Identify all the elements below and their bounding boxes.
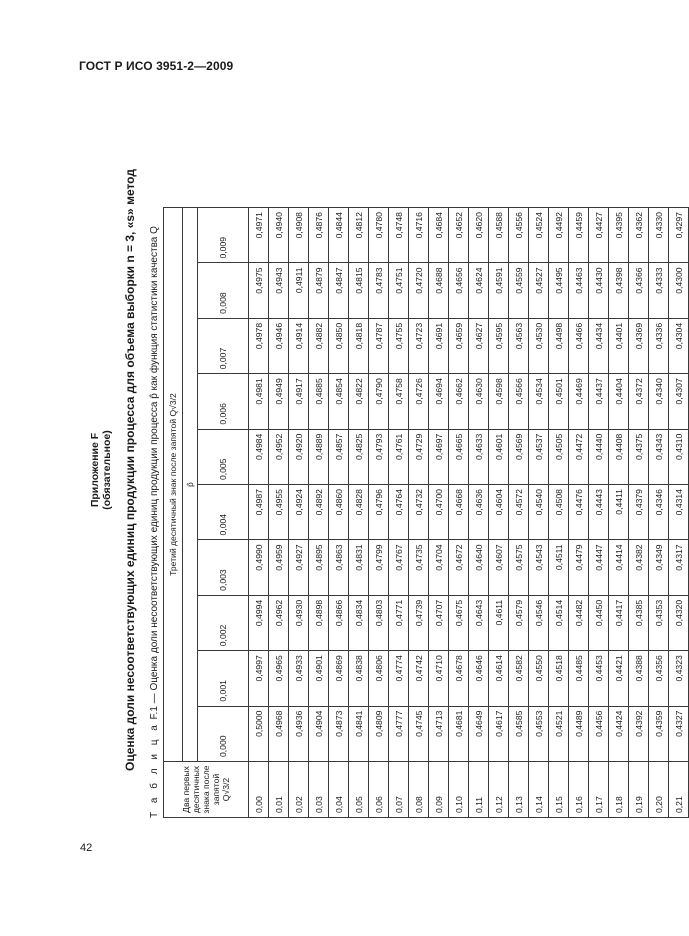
table-row bbox=[609, 208, 629, 818]
table-cell: 0,4742 bbox=[409, 651, 429, 706]
table-cell: 0,4340 bbox=[649, 374, 669, 429]
table-cell: 0,4822 bbox=[349, 374, 369, 429]
table-cell: 0,4688 bbox=[429, 263, 449, 318]
table-cell: 0,4847 bbox=[329, 263, 349, 318]
table-cell: 0,4591 bbox=[489, 263, 509, 318]
table-cell: 0,4668 bbox=[449, 485, 469, 540]
table-cell: 0,4971 bbox=[249, 208, 269, 263]
column-header: 0,005 bbox=[198, 429, 249, 484]
table-cell: 0,4879 bbox=[309, 263, 329, 318]
table-cell: 0,4876 bbox=[309, 208, 329, 263]
column-header: 0,007 bbox=[198, 318, 249, 373]
table-cell: 0,4463 bbox=[569, 263, 589, 318]
table-cell: 0,4530 bbox=[529, 318, 549, 373]
table-cell: 0,4546 bbox=[529, 595, 549, 650]
appendix-title: Приложение F bbox=[89, 432, 101, 508]
table-cell: 0,4745 bbox=[409, 706, 429, 761]
row-label: 0,02 bbox=[289, 762, 309, 818]
table-cell: 0,4812 bbox=[349, 208, 369, 263]
table-cell: 0,4624 bbox=[469, 263, 489, 318]
table-cell: 0,4459 bbox=[569, 208, 589, 263]
table-cell: 0,4617 bbox=[489, 706, 509, 761]
table-cell: 0,4793 bbox=[369, 429, 389, 484]
table-cell: 0,4694 bbox=[429, 374, 449, 429]
table-cell: 0,4456 bbox=[589, 706, 609, 761]
table-cell: 0,4771 bbox=[389, 595, 409, 650]
table-cell: 0,4889 bbox=[309, 429, 329, 484]
table-cell: 0,4304 bbox=[669, 318, 689, 373]
row-label: 0,11 bbox=[469, 762, 489, 818]
row-label: 0,10 bbox=[449, 762, 469, 818]
table-cell: 0,4774 bbox=[389, 651, 409, 706]
table-cell: 0,4595 bbox=[489, 318, 509, 373]
table-row bbox=[369, 208, 389, 818]
table-cell: 0,4417 bbox=[609, 595, 629, 650]
table-row bbox=[629, 208, 649, 818]
table-cell: 0,4952 bbox=[269, 429, 289, 484]
table-cell: 0,4946 bbox=[269, 318, 289, 373]
appendix-heading bbox=[89, 120, 113, 820]
table-cell: 0,4997 bbox=[249, 651, 269, 706]
table-cell: 0,4697 bbox=[429, 429, 449, 484]
table-cell: 0,4505 bbox=[549, 429, 569, 484]
table-cell: 0,4575 bbox=[509, 540, 529, 595]
table-cell: 0,5000 bbox=[249, 706, 269, 761]
table-cell: 0,4834 bbox=[349, 595, 369, 650]
row-label: 0,15 bbox=[549, 762, 569, 818]
table-cell: 0,4920 bbox=[289, 429, 309, 484]
row-label: 0,18 bbox=[609, 762, 629, 818]
table-cell: 0,4427 bbox=[589, 208, 609, 263]
table-cell: 0,4994 bbox=[249, 595, 269, 650]
table-cell: 0,4767 bbox=[389, 540, 409, 595]
table-cell: 0,4707 bbox=[429, 595, 449, 650]
table-cell: 0,4310 bbox=[669, 429, 689, 484]
table-cell: 0,4838 bbox=[349, 651, 369, 706]
table-cell: 0,4408 bbox=[609, 429, 629, 484]
table-cell: 0,4930 bbox=[289, 595, 309, 650]
table-cell: 0,4761 bbox=[389, 429, 409, 484]
row-label: 0,07 bbox=[389, 762, 409, 818]
table-cell: 0,4492 bbox=[549, 208, 569, 263]
row-label: 0,19 bbox=[629, 762, 649, 818]
table-cell: 0,4450 bbox=[589, 595, 609, 650]
table-caption bbox=[149, 226, 160, 818]
table-cell: 0,4656 bbox=[449, 263, 469, 318]
table-cell: 0,4857 bbox=[329, 429, 349, 484]
table-cell: 0,4414 bbox=[609, 540, 629, 595]
table-cell: 0,4732 bbox=[409, 485, 429, 540]
table-cell: 0,4559 bbox=[509, 263, 529, 318]
table-cell: 0,4720 bbox=[409, 263, 429, 318]
table-cell: 0,4990 bbox=[249, 540, 269, 595]
table-cell: 0,4675 bbox=[449, 595, 469, 650]
section-title: Оценка доли несоответствующих единиц продукции процесса для объема выборки n = 3, «s» метод bbox=[123, 169, 137, 771]
table-cell: 0,4981 bbox=[249, 374, 269, 429]
table-cell: 0,4828 bbox=[349, 485, 369, 540]
table-cell: 0,4534 bbox=[529, 374, 549, 429]
table-cell: 0,4755 bbox=[389, 318, 409, 373]
table-cell: 0,4700 bbox=[429, 485, 449, 540]
table-cell: 0,4424 bbox=[609, 706, 629, 761]
table-cell: 0,4320 bbox=[669, 595, 689, 650]
table-cell: 0,4841 bbox=[349, 706, 369, 761]
table-cell: 0,4346 bbox=[649, 485, 669, 540]
column-header: 0,000 bbox=[198, 706, 249, 761]
table-cell: 0,4665 bbox=[449, 429, 469, 484]
table-cell: 0,4327 bbox=[669, 706, 689, 761]
table-cell: 0,4825 bbox=[349, 429, 369, 484]
table-cell: 0,4330 bbox=[649, 208, 669, 263]
row-label: 0,17 bbox=[589, 762, 609, 818]
row-label: 0,08 bbox=[409, 762, 429, 818]
table-cell: 0,4652 bbox=[449, 208, 469, 263]
table-label: Т а б л и ц а bbox=[149, 722, 160, 818]
table-caption-text: F.1 — Оценка доли несоответствующих единиц продукции процесса p̂ как функция статистики качества Q bbox=[149, 226, 160, 720]
table-cell: 0,4476 bbox=[569, 485, 589, 540]
table-cell: 0,4323 bbox=[669, 651, 689, 706]
table-cell: 0,4780 bbox=[369, 208, 389, 263]
table-cell: 0,4892 bbox=[309, 485, 329, 540]
table-cell: 0,4421 bbox=[609, 651, 629, 706]
table-cell: 0,4735 bbox=[409, 540, 429, 595]
table-cell: 0,4739 bbox=[409, 595, 429, 650]
table-cell: 0,4933 bbox=[289, 651, 309, 706]
table-cell: 0,4453 bbox=[589, 651, 609, 706]
table-cell: 0,4395 bbox=[609, 208, 629, 263]
table-cell: 0,4501 bbox=[549, 374, 569, 429]
table-cell: 0,4307 bbox=[669, 374, 689, 429]
row-label: 0,14 bbox=[529, 762, 549, 818]
table-cell: 0,4607 bbox=[489, 540, 509, 595]
table-row bbox=[529, 208, 549, 818]
table-cell: 0,4524 bbox=[529, 208, 549, 263]
table-cell: 0,4704 bbox=[429, 540, 449, 595]
table-row bbox=[449, 208, 469, 818]
table-cell: 0,4362 bbox=[629, 208, 649, 263]
table-cell: 0,4943 bbox=[269, 263, 289, 318]
column-header: 0,003 bbox=[198, 540, 249, 595]
table-row bbox=[469, 208, 489, 818]
table-cell: 0,4908 bbox=[289, 208, 309, 263]
table-cell: 0,4369 bbox=[629, 318, 649, 373]
table-cell: 0,4469 bbox=[569, 374, 589, 429]
table-row bbox=[409, 208, 429, 818]
table-cell: 0,4758 bbox=[389, 374, 409, 429]
table-cell: 0,4710 bbox=[429, 651, 449, 706]
table-cell: 0,4514 bbox=[549, 595, 569, 650]
table-cell: 0,4440 bbox=[589, 429, 609, 484]
table-cell: 0,4401 bbox=[609, 318, 629, 373]
table-cell: 0,4959 bbox=[269, 540, 289, 595]
table-cell: 0,4646 bbox=[469, 651, 489, 706]
table-cell: 0,4333 bbox=[649, 263, 669, 318]
table-cell: 0,4723 bbox=[409, 318, 429, 373]
table-cell: 0,4398 bbox=[609, 263, 629, 318]
table-cell: 0,4748 bbox=[389, 208, 409, 263]
row-label: 0,20 bbox=[649, 762, 669, 818]
p-hat-label: p̂ bbox=[183, 208, 198, 762]
table-cell: 0,4297 bbox=[669, 208, 689, 263]
table-cell: 0,4863 bbox=[329, 540, 349, 595]
table-cell: 0,4640 bbox=[469, 540, 489, 595]
table-cell: 0,4751 bbox=[389, 263, 409, 318]
table-cell: 0,4850 bbox=[329, 318, 349, 373]
p-hat-table bbox=[163, 207, 689, 818]
table-cell: 0,4716 bbox=[409, 208, 429, 263]
table-cell: 0,4917 bbox=[289, 374, 309, 429]
table-cell: 0,4854 bbox=[329, 374, 349, 429]
table-cell: 0,4553 bbox=[529, 706, 549, 761]
table-cell: 0,4437 bbox=[589, 374, 609, 429]
table-cell: 0,4777 bbox=[389, 706, 409, 761]
table-cell: 0,4382 bbox=[629, 540, 649, 595]
table-cell: 0,4815 bbox=[349, 263, 369, 318]
table-cell: 0,4563 bbox=[509, 318, 529, 373]
table-cell: 0,4349 bbox=[649, 540, 669, 595]
table-cell: 0,4366 bbox=[629, 263, 649, 318]
table-row bbox=[269, 208, 289, 818]
table-cell: 0,4936 bbox=[289, 706, 309, 761]
table-cell: 0,4543 bbox=[529, 540, 549, 595]
table-row bbox=[669, 208, 689, 818]
row-label: 0,06 bbox=[369, 762, 389, 818]
table-cell: 0,4375 bbox=[629, 429, 649, 484]
table-cell: 0,4898 bbox=[309, 595, 329, 650]
table-cell: 0,4901 bbox=[309, 651, 329, 706]
table-cell: 0,4585 bbox=[509, 706, 529, 761]
table-cell: 0,4643 bbox=[469, 595, 489, 650]
table-cell: 0,4485 bbox=[569, 651, 589, 706]
table-cell: 0,4569 bbox=[509, 429, 529, 484]
table-cell: 0,4336 bbox=[649, 318, 669, 373]
table-cell: 0,4404 bbox=[609, 374, 629, 429]
table-cell: 0,4521 bbox=[549, 706, 569, 761]
page-number: 42 bbox=[80, 842, 93, 854]
table-cell: 0,4799 bbox=[369, 540, 389, 595]
table-cell: 0,4649 bbox=[469, 706, 489, 761]
table-cell: 0,4818 bbox=[349, 318, 369, 373]
column-header: 0,002 bbox=[198, 595, 249, 650]
table-cell: 0,4659 bbox=[449, 318, 469, 373]
table-cell: 0,4904 bbox=[309, 706, 329, 761]
rotated-page-content bbox=[73, 120, 684, 820]
row-label: 0,12 bbox=[489, 762, 509, 818]
table-cell: 0,4489 bbox=[569, 706, 589, 761]
table-row bbox=[589, 208, 609, 818]
table-cell: 0,4598 bbox=[489, 374, 509, 429]
table-cell: 0,4498 bbox=[549, 318, 569, 373]
table-row bbox=[329, 208, 349, 818]
table-cell: 0,4540 bbox=[529, 485, 549, 540]
table-cell: 0,4672 bbox=[449, 540, 469, 595]
column-header: 0,004 bbox=[198, 485, 249, 540]
table-cell: 0,4803 bbox=[369, 595, 389, 650]
table-cell: 0,4927 bbox=[289, 540, 309, 595]
row-label: 0,05 bbox=[349, 762, 369, 818]
table-row bbox=[549, 208, 569, 818]
appendix-subtitle: (обязательное) bbox=[101, 430, 113, 510]
table-cell: 0,4411 bbox=[609, 485, 629, 540]
row-label: 0,21 bbox=[669, 762, 689, 818]
table-cell: 0,4527 bbox=[529, 263, 549, 318]
table-cell: 0,4869 bbox=[329, 651, 349, 706]
table-cell: 0,4895 bbox=[309, 540, 329, 595]
table-cell: 0,4962 bbox=[269, 595, 289, 650]
table-cell: 0,4885 bbox=[309, 374, 329, 429]
table-cell: 0,4556 bbox=[509, 208, 529, 263]
table-cell: 0,4537 bbox=[529, 429, 549, 484]
table-cell: 0,4572 bbox=[509, 485, 529, 540]
row-label: 0,03 bbox=[309, 762, 329, 818]
row-label: 0,16 bbox=[569, 762, 589, 818]
table-cell: 0,4806 bbox=[369, 651, 389, 706]
table-cell: 0,4518 bbox=[549, 651, 569, 706]
table-cell: 0,4678 bbox=[449, 651, 469, 706]
column-header: 0,009 bbox=[198, 208, 249, 263]
table-cell: 0,4630 bbox=[469, 374, 489, 429]
table-cell: 0,4379 bbox=[629, 485, 649, 540]
table-cell: 0,4726 bbox=[409, 374, 429, 429]
table-cell: 0,4955 bbox=[269, 485, 289, 540]
table-cell: 0,4479 bbox=[569, 540, 589, 595]
table-cell: 0,4356 bbox=[649, 651, 669, 706]
table-cell: 0,4787 bbox=[369, 318, 389, 373]
table-cell: 0,4604 bbox=[489, 485, 509, 540]
table-cell: 0,4300 bbox=[669, 263, 689, 318]
table-cell: 0,4911 bbox=[289, 263, 309, 318]
table-cell: 0,4949 bbox=[269, 374, 289, 429]
table-cell: 0,4873 bbox=[329, 706, 349, 761]
table-cell: 0,4844 bbox=[329, 208, 349, 263]
table-row bbox=[489, 208, 509, 818]
table-cell: 0,4588 bbox=[489, 208, 509, 263]
table-cell: 0,4317 bbox=[669, 540, 689, 595]
table-cell: 0,4764 bbox=[389, 485, 409, 540]
table-row bbox=[309, 208, 329, 818]
table-cell: 0,4984 bbox=[249, 429, 269, 484]
column-header: 0,006 bbox=[198, 374, 249, 429]
table-cell: 0,4482 bbox=[569, 595, 589, 650]
corner-header: Два первых десятичных знака после запятой Q√3/2 bbox=[164, 762, 249, 818]
table-cell: 0,4691 bbox=[429, 318, 449, 373]
table-row bbox=[649, 208, 669, 818]
row-label: 0,09 bbox=[429, 762, 449, 818]
table-row bbox=[509, 208, 529, 818]
table-cell: 0,4866 bbox=[329, 595, 349, 650]
table-cell: 0,4987 bbox=[249, 485, 269, 540]
table-cell: 0,4620 bbox=[469, 208, 489, 263]
table-row bbox=[429, 208, 449, 818]
table-cell: 0,4550 bbox=[529, 651, 549, 706]
table-cell: 0,4975 bbox=[249, 263, 269, 318]
table-cell: 0,4343 bbox=[649, 429, 669, 484]
table-cell: 0,4372 bbox=[629, 374, 649, 429]
table-row bbox=[289, 208, 309, 818]
table-cell: 0,4729 bbox=[409, 429, 429, 484]
table-cell: 0,4434 bbox=[589, 318, 609, 373]
table-cell: 0,4968 bbox=[269, 706, 289, 761]
table-cell: 0,4796 bbox=[369, 485, 389, 540]
table-cell: 0,4566 bbox=[509, 374, 529, 429]
table-cell: 0,4636 bbox=[469, 485, 489, 540]
row-label: 0,04 bbox=[329, 762, 349, 818]
table-cell: 0,4965 bbox=[269, 651, 289, 706]
table-cell: 0,4882 bbox=[309, 318, 329, 373]
row-label: 0,00 bbox=[249, 762, 269, 818]
table-cell: 0,4579 bbox=[509, 595, 529, 650]
table-cell: 0,4353 bbox=[649, 595, 669, 650]
row-label: 0,01 bbox=[269, 762, 289, 818]
table-cell: 0,4388 bbox=[629, 651, 649, 706]
column-header: 0,001 bbox=[198, 651, 249, 706]
table-cell: 0,4783 bbox=[369, 263, 389, 318]
table-cell: 0,4627 bbox=[469, 318, 489, 373]
document-header: ГОСТ Р ИСО 3951-2—2009 bbox=[79, 59, 234, 73]
table-cell: 0,4924 bbox=[289, 485, 309, 540]
table-cell: 0,4713 bbox=[429, 706, 449, 761]
table-cell: 0,4860 bbox=[329, 485, 349, 540]
table-cell: 0,4601 bbox=[489, 429, 509, 484]
row-label: 0,13 bbox=[509, 762, 529, 818]
table-cell: 0,4359 bbox=[649, 706, 669, 761]
table-row bbox=[569, 208, 589, 818]
table-cell: 0,4940 bbox=[269, 208, 289, 263]
table-cell: 0,4385 bbox=[629, 595, 649, 650]
table-cell: 0,4611 bbox=[489, 595, 509, 650]
table-cell: 0,4495 bbox=[549, 263, 569, 318]
table-cell: 0,4790 bbox=[369, 374, 389, 429]
table-row bbox=[349, 208, 369, 818]
table-cell: 0,4314 bbox=[669, 485, 689, 540]
column-header: 0,008 bbox=[198, 263, 249, 318]
table-cell: 0,4809 bbox=[369, 706, 389, 761]
table-cell: 0,4978 bbox=[249, 318, 269, 373]
table-cell: 0,4582 bbox=[509, 651, 529, 706]
table-cell: 0,4430 bbox=[589, 263, 609, 318]
table-cell: 0,4681 bbox=[449, 706, 469, 761]
table-cell: 0,4914 bbox=[289, 318, 309, 373]
table-cell: 0,4447 bbox=[589, 540, 609, 595]
table-cell: 0,4633 bbox=[469, 429, 489, 484]
table-cell: 0,4684 bbox=[429, 208, 449, 263]
table-cell: 0,4392 bbox=[629, 706, 649, 761]
table-cell: 0,4831 bbox=[349, 540, 369, 595]
table-cell: 0,4472 bbox=[569, 429, 589, 484]
table-cell: 0,4614 bbox=[489, 651, 509, 706]
group-header: Третий десятичный знак после запятой Q√3/2 bbox=[164, 208, 183, 762]
table-cell: 0,4511 bbox=[549, 540, 569, 595]
table-cell: 0,4662 bbox=[449, 374, 469, 429]
table-row bbox=[389, 208, 409, 818]
table-cell: 0,4466 bbox=[569, 318, 589, 373]
table-cell: 0,4443 bbox=[589, 485, 609, 540]
table-cell: 0,4508 bbox=[549, 485, 569, 540]
table-row bbox=[249, 208, 269, 818]
